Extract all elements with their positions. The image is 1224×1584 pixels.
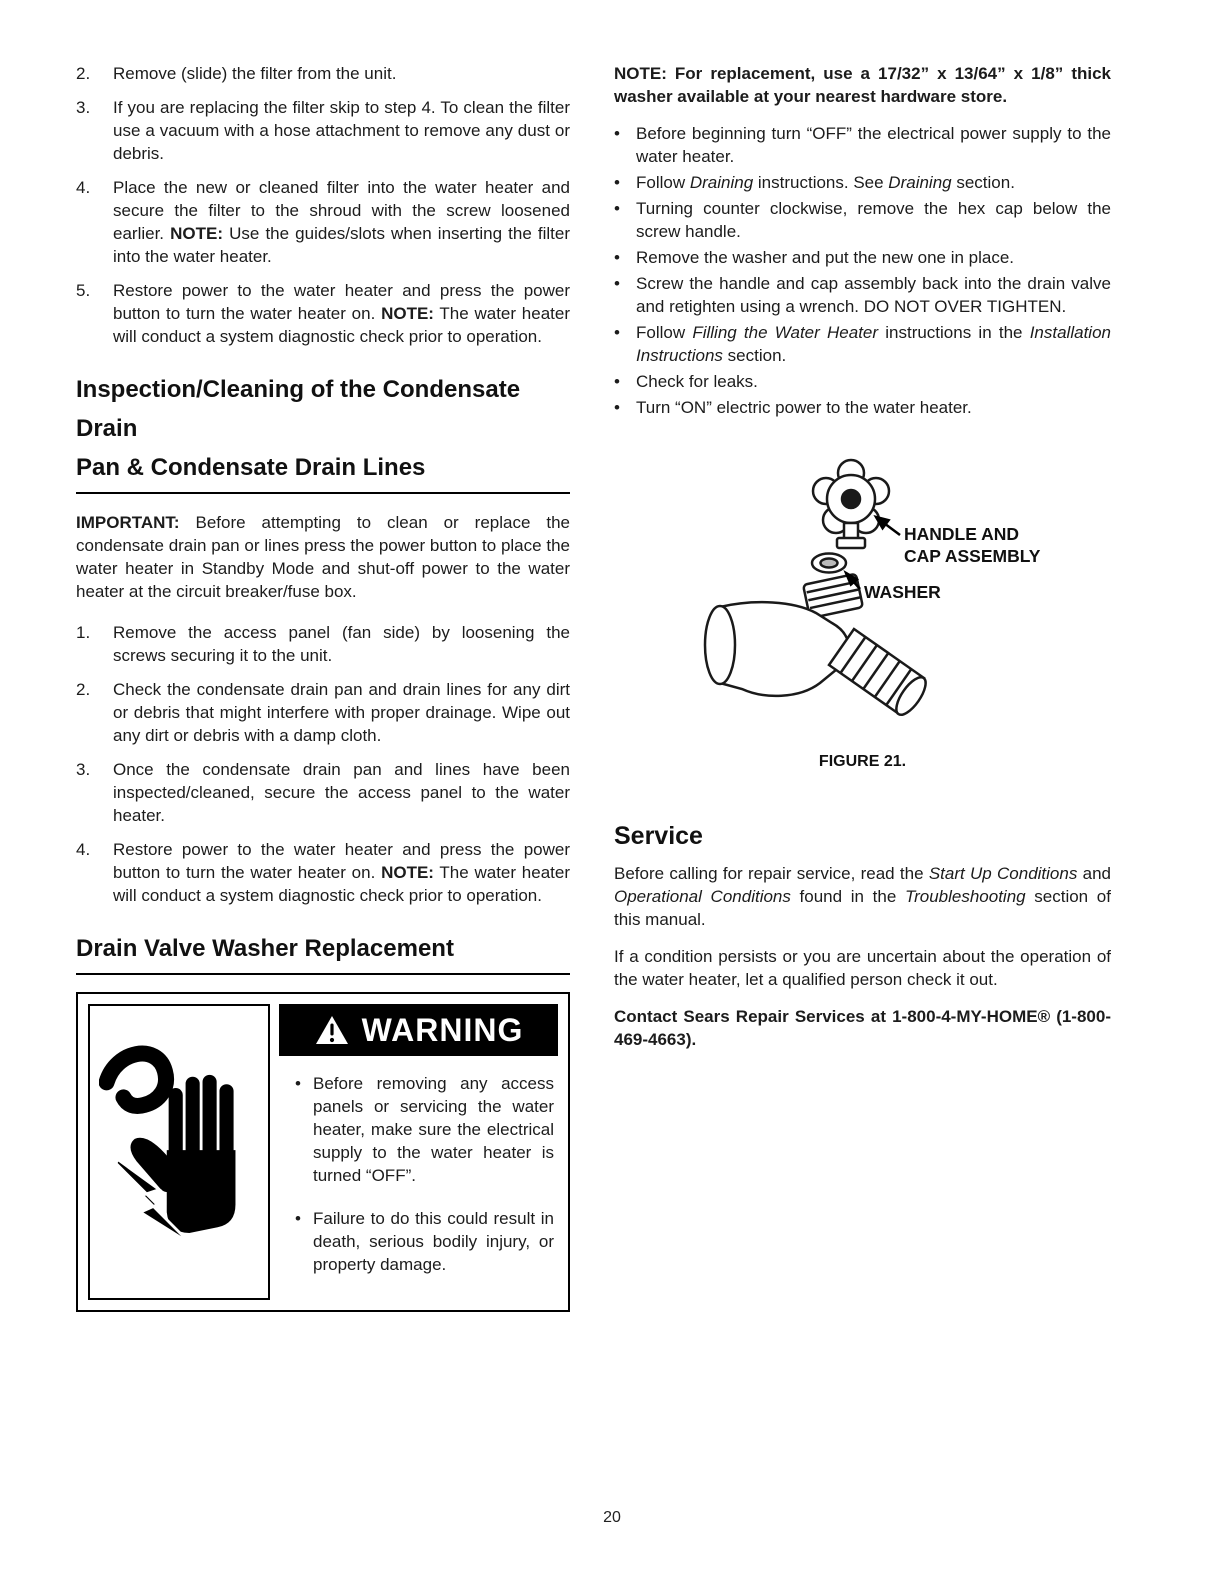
warning-bullet-text: • Before removing any access panels or servicing the water heater, make sure the electrical supply to the water heater is turned “OFF”. [313,1074,554,1185]
warning-triangle-icon [314,1014,350,1046]
figure-label-handle [904,523,1040,567]
step-text: Remove the access panel (fan side) by loosening the screws securing it to the unit. [113,623,570,665]
step-text: Once the condensate drain pan and lines have been inspected/cleaned, secure the access panel to the water heater. [113,760,570,825]
drain-valve-illustration [614,437,1111,775]
step-text: Check the condensate drain pan and drain lines for any dirt or debris that might interfere with proper drainage. Wipe out any dirt or debris with a damp cloth. [113,680,570,745]
figure-label-line: CAP ASSEMBLY [904,546,1041,566]
list-item-text: • Remove the washer and put the new one in place. [636,248,1015,267]
important-paragraph: IMPORTANT: Before attempting to clean or replace the condensate drain pan or lines press the power button to place the water heater in Standby Mode and shut-off power to the water heater at the circuit breaker/fuse box. [76,513,570,601]
step-number: 3. [76,760,91,779]
filter-steps-list [76,62,570,348]
service-paragraph-2: If a condition persists or you are uncertain about the operation of the water heater, let a qualified person check it out. [614,947,1111,989]
list-item-text: • Check for leaks. [636,372,758,391]
numbered-step [76,96,570,165]
step-number: 4. [76,178,91,197]
replacement-note-paragraph: NOTE: For replacement, use a 17/32” x 13/64” x 1/8” thick washer available at your nearest hardware store. [614,64,1111,106]
numbered-step [76,279,570,348]
list-item-text: • Turning counter clockwise, remove the hex cap below the screw handle. [636,199,1111,241]
warning-box [76,992,570,1312]
warning-bullet [295,1072,554,1187]
list-item [614,246,1111,269]
list-item-text: • Follow Draining instructions. See Draining section. [636,173,1015,192]
warning-title-text: WARNING [361,1011,524,1048]
warning-text [279,1056,558,1300]
step-number: 2. [76,64,91,83]
electric-shock-hazard-icon [88,1004,270,1300]
list-item [614,272,1111,318]
warning-content [279,1004,558,1300]
step-text: If you are replacing the filter skip to step 4. To clean the filter use a vacuum with a hose attachment to remove any dust or debris. [113,98,570,163]
list-item [614,396,1111,419]
shock-hand-graphic [99,1038,259,1266]
section-heading-condensate [76,370,570,494]
list-item-text: • Screw the handle and cap assembly back into the drain valve and retighten using a wrench. DO NOT OVER TIGHTEN. [636,274,1111,316]
list-item-text: • Before beginning turn “OFF” the electrical power supply to the water heater. [636,124,1111,166]
page-number: 20 [603,1509,621,1526]
section-heading-drain-valve: Drain Valve Washer Replacement [76,929,570,975]
list-item [614,370,1111,393]
numbered-step [76,678,570,747]
step-text: Remove (slide) the filter from the unit. [113,64,397,83]
right-column [614,62,1111,1065]
list-item-text: • Follow Filling the Water Heater instructions in the Installation Instructions section. [636,323,1111,365]
step-number: 4. [76,840,91,859]
list-item [614,197,1111,243]
numbered-step [76,621,570,667]
step-number: 5. [76,281,91,300]
figure-drain-valve [614,437,1111,775]
figure-caption: FIGURE 21. [818,753,907,770]
figure-label-line: HANDLE AND [904,524,1020,544]
step-text: Restore power to the water heater and press the power button to turn the water heater on. NOTE: The water heater will conduct a system diagnostic check prior to operation. [113,281,570,346]
list-item [614,321,1111,367]
step-number: 1. [76,623,91,642]
service-paragraph-1: Before calling for repair service, read the Start Up Conditions and Operational Conditions found in the Troubleshooting section of this manual. [614,864,1111,929]
step-text: Restore power to the water heater and press the power button to turn the water heater on. NOTE: The water heater will conduct a system diagnostic check prior to operation. [113,840,570,905]
numbered-step [76,838,570,907]
warning-bullet [295,1207,554,1276]
service-heading: Service [614,822,703,850]
heading-line: Pan & Condensate Drain Lines [76,454,426,481]
list-item [614,122,1111,168]
washer-replacement-bullets [614,122,1111,419]
service-contact-paragraph: Contact Sears Repair Services at 1-800-4-MY-HOME® (1-800-469-4663). [614,1007,1111,1049]
step-text: Place the new or cleaned filter into the water heater and secure the filter to the shroud with the screw loosened earlier. NOTE: Use the guides/slots when inserting the filter into the water heater. [113,178,570,266]
warning-bullet-text: • Failure to do this could result in death, serious bodily injury, or property damage. [313,1209,554,1274]
list-item [614,171,1111,194]
numbered-step [76,758,570,827]
step-number: 3. [76,98,91,117]
list-item-text: • Turn “ON” electric power to the water heater. [636,398,972,417]
heading-line: Inspection/Cleaning of the Condensate Drain [76,376,521,442]
step-number: 2. [76,680,91,699]
left-column [76,62,570,1312]
numbered-step [76,176,570,268]
numbered-step [76,62,570,85]
figure-label-washer: WASHER [864,582,941,602]
condensate-steps-list [76,621,570,907]
warning-box-inner [88,1004,558,1300]
warning-header [279,1004,558,1056]
